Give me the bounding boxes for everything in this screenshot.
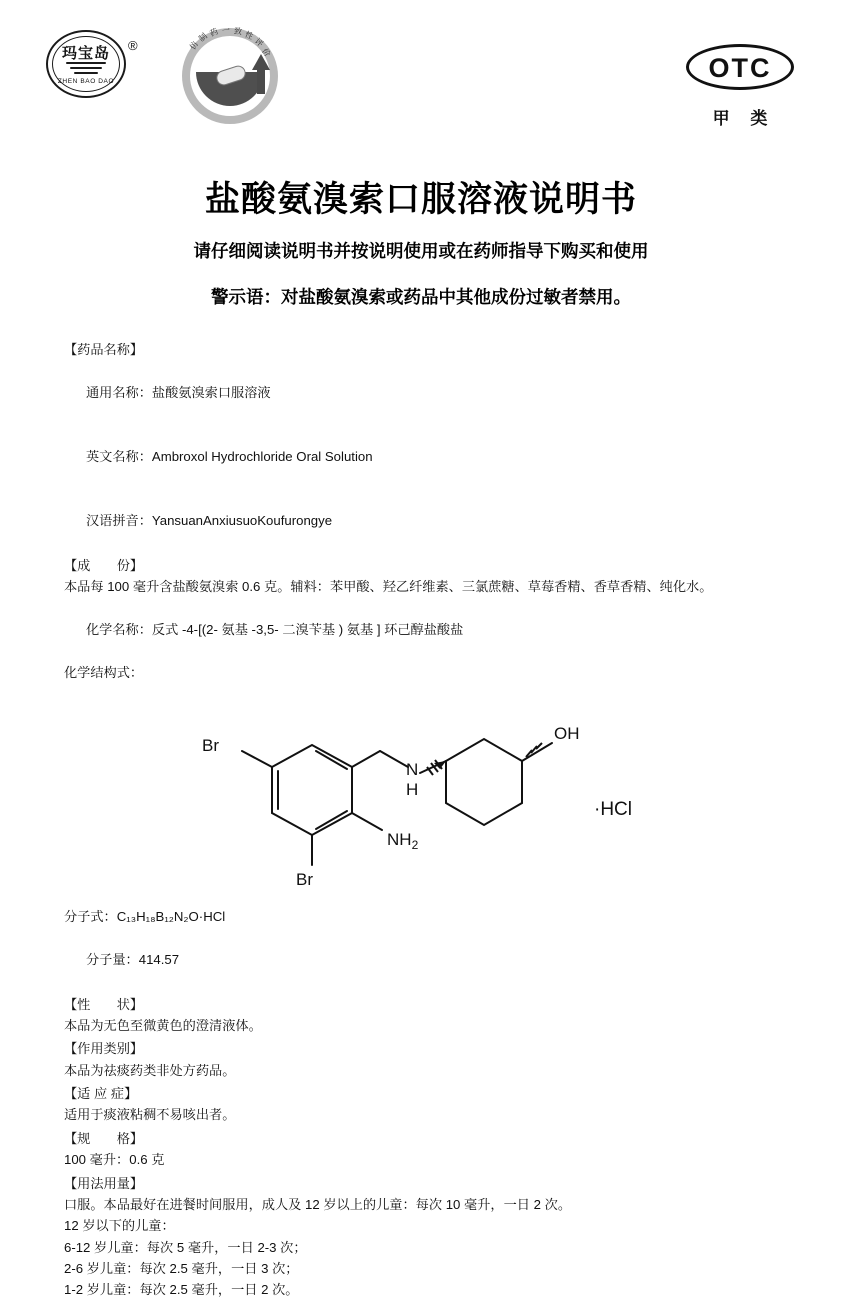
chemical-name-value: 反式 -4-[(2- 氨基 -3,5- 二溴苄基 ) 氨基 ] 环己醇盐酸盐: [151, 621, 464, 637]
chemical-structure-figure: [64, 689, 778, 904]
logo-pinyin: ZHEN BAO DAO: [57, 78, 115, 85]
document-header: [0, 0, 842, 150]
pinyin-name-value: YansuanAnxiusuoKoufurongye: [151, 513, 333, 528]
otc-category-label: 甲 类: [712, 109, 776, 128]
dosage-line-2: 12 岁以下的儿童：: [64, 1218, 175, 1234]
structure-label-br-bottom: Br: [296, 870, 313, 889]
molecular-weight-value: 414.57: [138, 951, 180, 967]
pinyin-name-row: [64, 489, 778, 553]
category-text: 本品为祛痰药类非处方药品。: [64, 1062, 236, 1078]
molecular-weight-label: 分子量：: [85, 951, 139, 967]
structure-label: 化学结构式：: [64, 664, 144, 680]
structure-label-br-top: Br: [202, 736, 219, 755]
section-heading-dosage: 【用法用量】: [64, 1175, 144, 1191]
document-body: [64, 339, 778, 1301]
warning-statement: 警示语：对盐酸氨溴索或药品中其他成份过敏者禁用。: [211, 287, 631, 307]
structure-label-oh: OH: [554, 724, 580, 743]
logo-wave-icon: [66, 62, 106, 76]
chemical-name-label: 化学名称：: [85, 621, 152, 637]
section-heading-category: 【作用类别】: [64, 1041, 144, 1057]
pinyin-name-label: 汉语拼音：: [85, 513, 152, 528]
registered-trademark-icon: ®: [128, 38, 138, 53]
dosage-line-4: 2-6 岁儿童：每次 2.5 毫升，一日 3 次；: [64, 1261, 299, 1276]
structure-label-hcl: ·HCl: [594, 799, 632, 820]
dosage-line-5: 1-2 岁儿童：每次 2.5 毫升，一日 2 次。: [64, 1282, 299, 1298]
indications-text: 适用于痰液粘稠不易咳出者。: [64, 1107, 236, 1123]
section-heading-indications: 【适 应 症】: [64, 1086, 138, 1101]
generic-name-label: 通用名称：: [85, 384, 152, 400]
english-name-label: 英文名称：: [85, 448, 152, 464]
title-block: [0, 172, 842, 309]
molecular-formula-row: [64, 906, 778, 927]
otc-badge-label: OTC: [686, 44, 794, 90]
molecular-formula-label: 分子式：: [64, 909, 117, 924]
chemical-name-row: [64, 598, 778, 662]
specification-text: 100 毫升：0.6 克: [64, 1152, 165, 1168]
generic-name-row: [64, 360, 778, 424]
structure-label-n: N: [406, 760, 419, 779]
page-title: 盐酸氨溴索口服溶液说明书: [204, 180, 637, 219]
section-heading-drug-name: 【药品名称】: [64, 342, 144, 357]
properties-text: 本品为无色至微黄色的澄清液体。: [64, 1017, 262, 1033]
ingredients-text: 本品每 100 毫升含盐酸氨溴索 0.6 克。辅料：苯甲酸、羟乙纤维素、三氯蔗糖、草莓香精、香草香精、纯化水。: [64, 579, 713, 595]
english-name-row: [64, 425, 778, 489]
english-name-value: Ambroxol Hydrochloride Oral Solution: [151, 448, 373, 464]
structure-label-h: H: [406, 780, 419, 799]
otc-mark: [686, 44, 794, 129]
structure-label-nh2: $NH_2$: [387, 830, 419, 852]
structure-svg: [184, 689, 684, 899]
molecular-weight-row: [64, 927, 778, 991]
section-heading-specification: 【规 格】: [64, 1130, 144, 1146]
section-heading-ingredients: 【成 份】: [64, 557, 144, 573]
dosage-line-1: 口服。本品最好在进餐时间服用，成人及 12 岁以上的儿童：每次 10 毫升，一日 2 次。: [64, 1196, 572, 1212]
consistency-evaluation-seal-icon: [172, 26, 288, 122]
molecular-formula-value: C₁₃H₁₈B₁₂N₂O·HCl: [116, 909, 226, 924]
seal-curved-text: 仿 制 药 一 致 性 评 价: [188, 25, 272, 59]
brand-logo: [46, 30, 138, 100]
dosage-line-3: 6-12 岁儿童：每次 5 毫升，一日 2-3 次；: [64, 1239, 307, 1255]
section-heading-properties: 【性 状】: [64, 996, 144, 1012]
logo-chinese-name: 玛宝岛: [61, 45, 110, 62]
generic-name-value: 盐酸氨溴索口服溶液: [151, 384, 271, 400]
page-subtitle: 请仔细阅读说明书并按说明使用或在药师指导下购买和使用: [193, 241, 649, 261]
